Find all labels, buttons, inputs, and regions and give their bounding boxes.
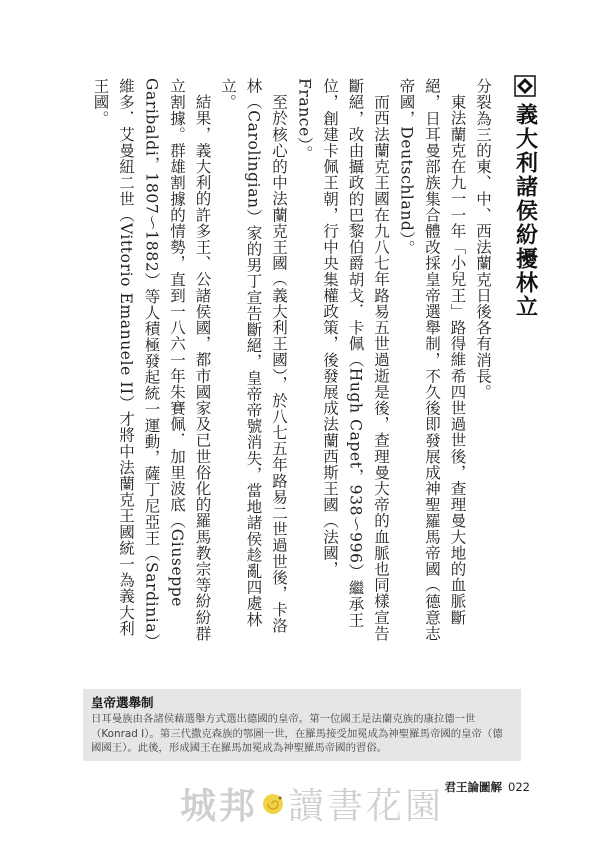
section-heading <box>507 75 543 319</box>
paragraph-intro: 分裂為三的東、中、西法蘭克日後各有消長。 <box>474 78 492 400</box>
paragraph-west-francia: 而西法蘭克王國在九八七年路易五世過逝是後，查理曼大帝的血脈也同樣宣告斷絕，改由攝政的巴黎伯爵胡戈．卡佩（Hugh Capet，938～996）繼承王位，創建卡佩王朝，行中央集權政策，後發展成法蘭西斯王國（法國，France）。 <box>295 78 390 641</box>
note-title: 皇帝選舉制 <box>91 695 154 710</box>
book-title: 君王論圖解 <box>444 780 503 794</box>
watermark-text-b: 讀書花園 <box>288 786 445 827</box>
paragraph-middle-francia: 至於核心的中法蘭克王國（義大利王國），於八七五年路易二世過世後，卡洛林（Carolingian）家的男丁宣告斷絕，皇帝帝號消失，當地諸侯趁亂四處林立。 <box>219 78 288 634</box>
page-footer <box>445 779 530 795</box>
section-title: 義大利諸侯紛擾林立 <box>512 103 538 319</box>
compass-diamond-icon <box>514 75 536 97</box>
paragraph-italy: 結果，義大利的許多王、公諸侯國，都市國家及已世俗化的羅馬教宗等紛紛群立割據。群雄割據的情勢，直到一八六一年朱賽佩．加里波底（Giuseppe Garibaldi，1807～1882）等人積極發起統一運動，薩丁尼亞王（Sardinia）維多．艾曼紐二世（Vittorio Emanuele II）才將中法蘭克王國統一為義大利王國。 <box>91 78 212 642</box>
note-text: 日耳曼族由各諸侯藉選舉方式選出德國的皇帝。第一位國王是法蘭克族的康拉德一世（Konrad I）。第三代撒克森族的鄂圖一世，在羅馬接受加冕成為神聖羅馬帝國的皇帝（德國國王）。此後，形成國王在羅馬加冕成為神聖羅馬帝國的習俗。 <box>91 713 503 754</box>
page-number: 022 <box>508 780 530 794</box>
note-box <box>83 689 521 761</box>
body-text <box>91 78 495 648</box>
paragraph-east-francia: 東法蘭克在九一一年「小兒王」路得維希四世過世後，查理曼大地的血脈斷絕，日耳曼部族集合體改採皇帝選舉制，不久後即發展成神聖羅馬帝國（德意志帝國，Deutschland）。 <box>397 78 467 642</box>
snail-icon <box>260 791 286 817</box>
watermark-text-a: 城邦 <box>180 786 259 827</box>
watermark <box>180 778 444 829</box>
